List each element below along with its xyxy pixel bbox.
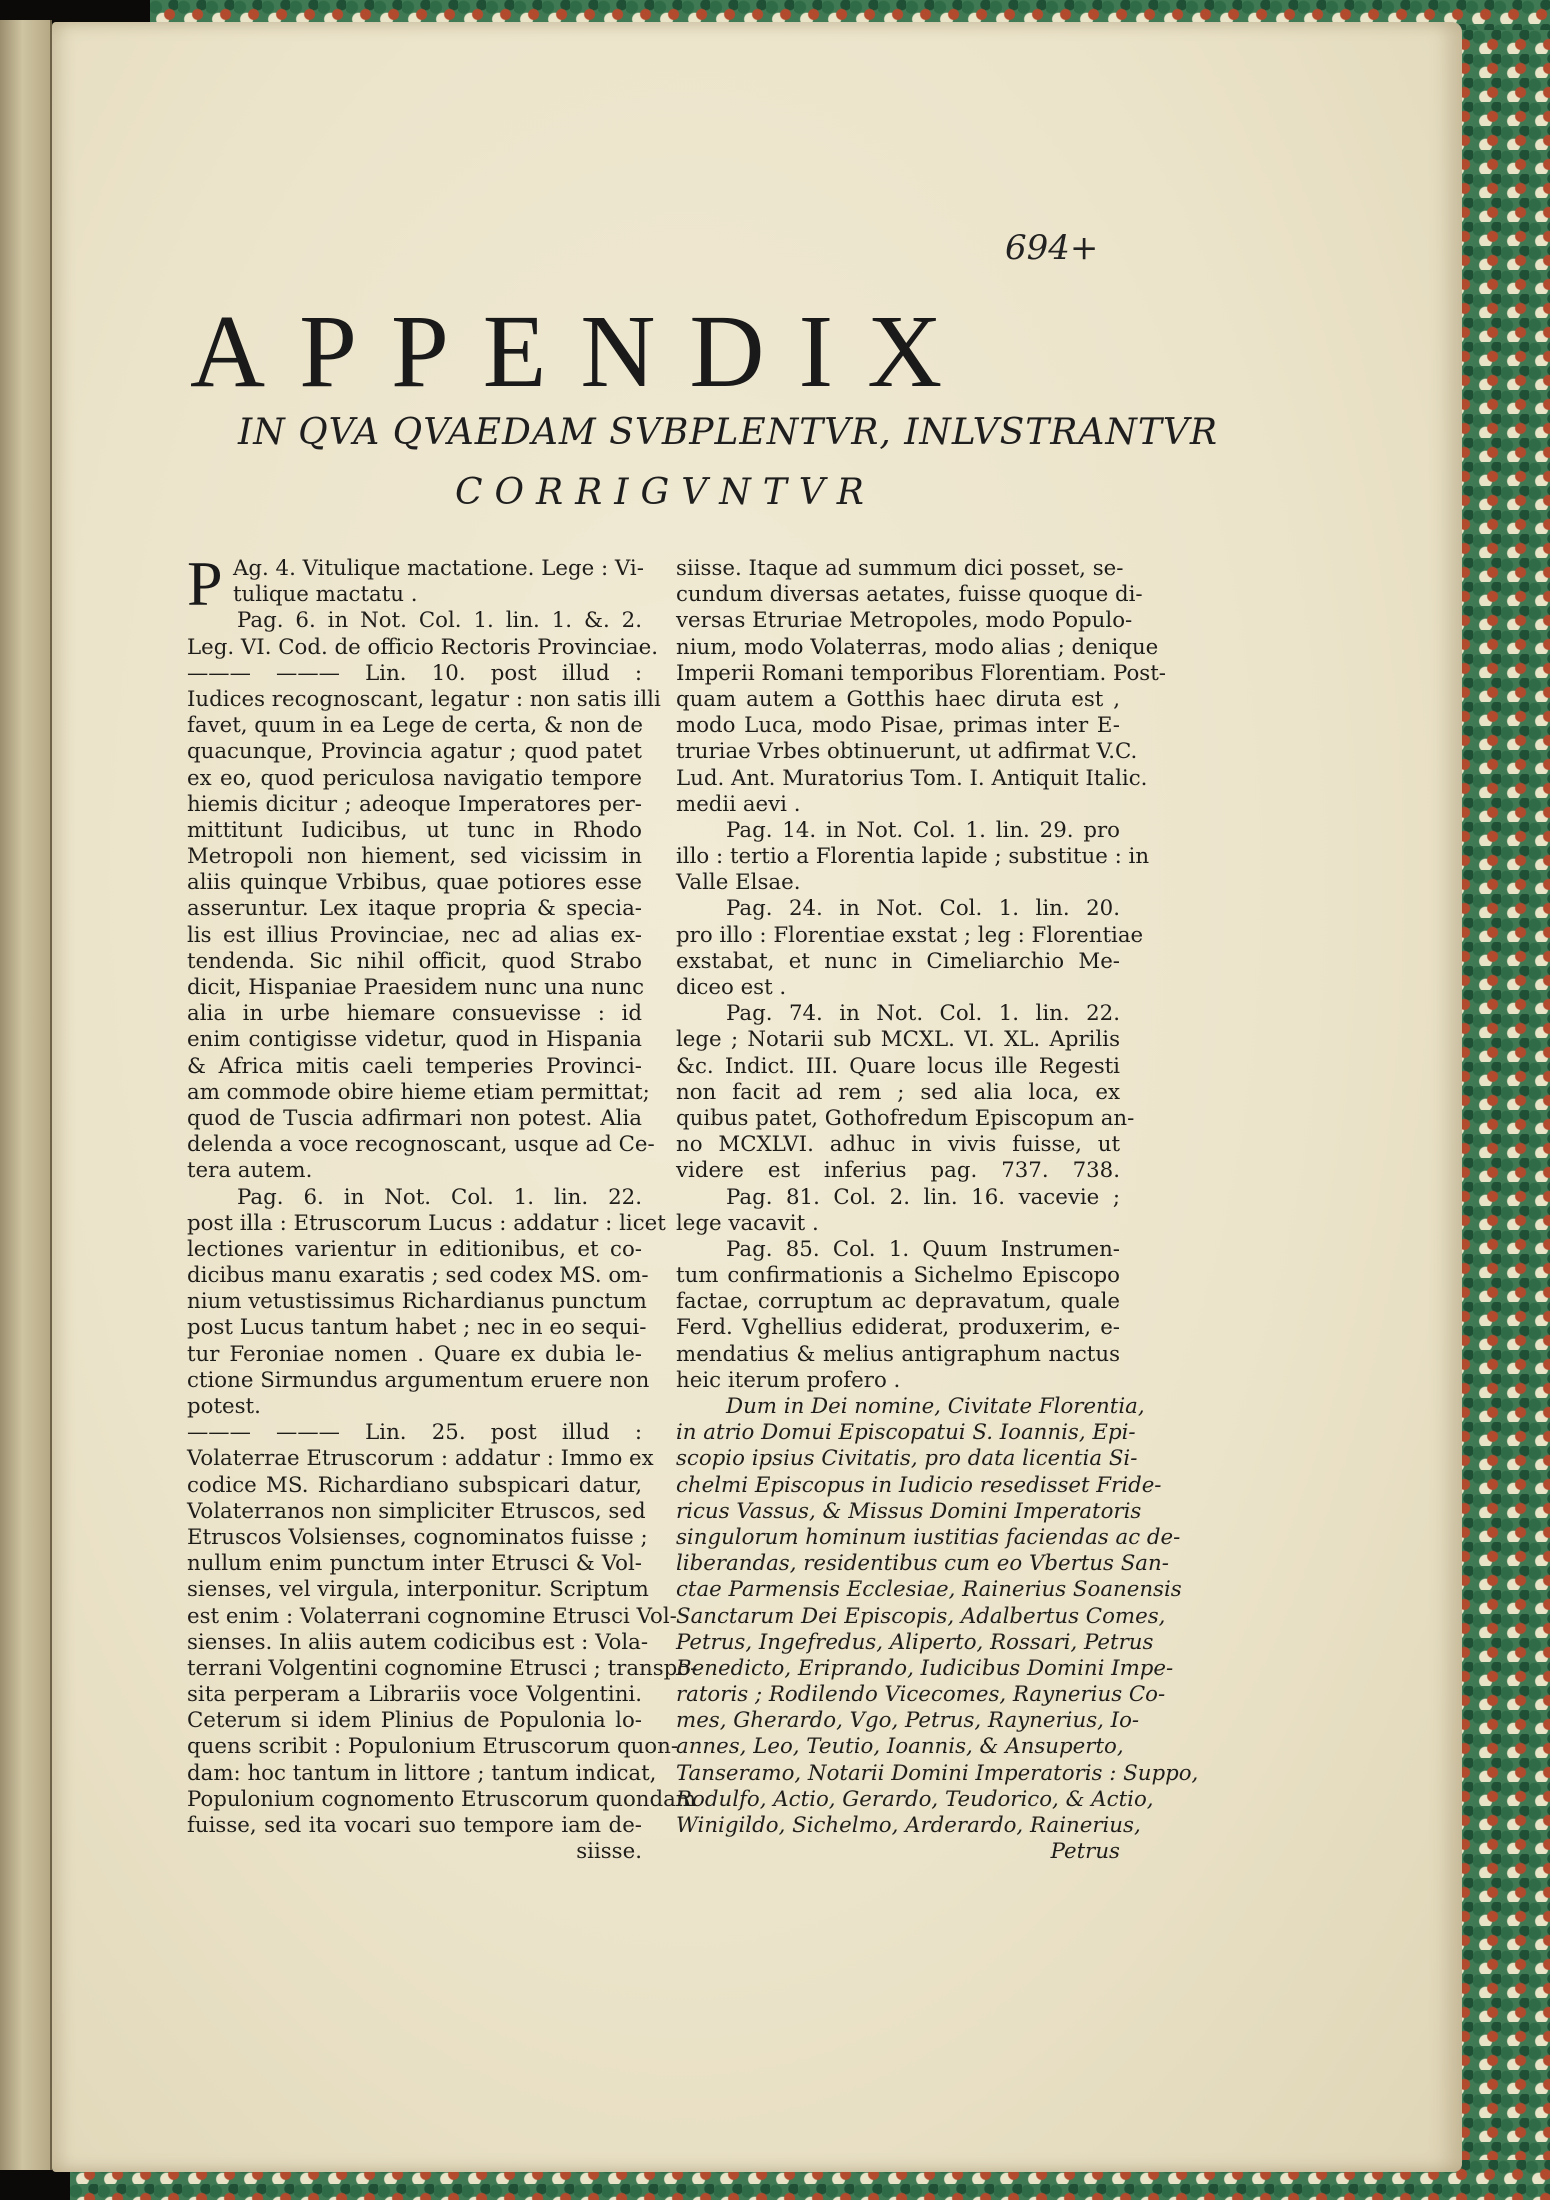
drop-cap: P bbox=[187, 548, 223, 619]
text-line: truriae Vrbes obtinuerunt, ut adfirmat V.C. bbox=[676, 739, 1138, 765]
text-line: asseruntur. Lex itaque propria & specia- bbox=[187, 896, 642, 922]
text-line: ——— ——— Lin. 25. post illud : bbox=[187, 1420, 642, 1446]
text-line: Pag. 24. in Not. Col. 1. lin. 20. bbox=[726, 896, 1120, 922]
text-line: Tanseramo, Notarii Domini Imperatoris : Suppo, bbox=[676, 1760, 1199, 1786]
text-line: ctae Parmensis Ecclesiae, Rainerius Soanensis bbox=[676, 1577, 1182, 1603]
text-line: lege ; Notarii sub MCXL. VI. XL. Aprilis bbox=[676, 1027, 1120, 1053]
text-line: delenda a voce recognoscant, usque ad Ce- bbox=[187, 1132, 655, 1158]
text-line: enim contigisse videtur, quod in Hispania bbox=[187, 1027, 642, 1053]
text-line: siisse. bbox=[576, 1839, 642, 1865]
subtitle-line-2: CORRIGVNTVR bbox=[455, 472, 876, 513]
text-line: fuisse, sed ita vocari suo tempore iam de- bbox=[187, 1813, 642, 1838]
text-line: dicibus manu exaratis ; sed codex MS. om- bbox=[187, 1263, 649, 1289]
text-line: Petrus bbox=[1050, 1839, 1120, 1865]
folio-number: 694+ bbox=[1005, 228, 1099, 268]
text-line: quam autem a Gotthis haec diruta est , bbox=[676, 686, 1120, 712]
text-line: quod de Tuscia adfirmari non potest. Alia bbox=[187, 1105, 642, 1131]
text-line: sita perperam a Librariis voce Volgentini. bbox=[187, 1682, 642, 1708]
text-line: lege vacavit . bbox=[676, 1210, 819, 1236]
text-line: Rodulfo, Actio, Gerardo, Teudorico, & Actio, bbox=[676, 1786, 1154, 1812]
text-line: &c. Indict. III. Quare locus ille Regesti bbox=[676, 1053, 1120, 1079]
text-line: Petrus, Ingefredus, Aliperto, Rossari, Petrus bbox=[676, 1629, 1154, 1655]
text-line: Ferd. Vghellius ediderat, produxerim, e- bbox=[676, 1315, 1120, 1341]
text-line: scopio ipsius Civitatis, pro data licentia Si- bbox=[676, 1446, 1138, 1472]
text-line: quacunque, Provincia agatur ; quod patet bbox=[187, 739, 642, 765]
text-line: Valle Elsae. bbox=[676, 870, 801, 896]
text-line: no MCXLVI. adhuc in vivis fuisse, ut bbox=[676, 1132, 1120, 1158]
text-line: tum confirmationis a Sichelmo Episcopo bbox=[676, 1263, 1120, 1289]
text-line: Volaterranos non simpliciter Etruscos, sed bbox=[187, 1498, 646, 1524]
text-line: tulique mactatu . bbox=[233, 582, 418, 608]
text-line: Pag. 6. in Not. Col. 1. lin. 22. bbox=[237, 1184, 642, 1210]
text-line: Imperii Romani temporibus Florentiam. Post- bbox=[676, 660, 1166, 686]
text-line: dam: hoc tantum in littore ; tantum indicat, bbox=[187, 1760, 657, 1786]
text-line: cundum diversas aetates, fuisse quoque di- bbox=[676, 582, 1143, 608]
text-line: post illa : Etruscorum Lucus : addatur : licet bbox=[187, 1210, 666, 1236]
text-line: potest. bbox=[187, 1394, 261, 1419]
text-line: tur Feroniae nomen . Quare ex dubia le- bbox=[187, 1341, 642, 1367]
text-line: medii aevi . bbox=[676, 791, 801, 817]
text-line: mendatius & melius antigraphum nactus bbox=[676, 1341, 1120, 1367]
text-line: diceo est . bbox=[676, 975, 787, 1000]
text-line: nullum enim punctum inter Etrusci & Vol- bbox=[187, 1551, 642, 1577]
text-line: modo Luca, modo Pisae, primas inter E- bbox=[676, 713, 1120, 739]
text-line: Pag. 85. Col. 1. Quum Instrumen- bbox=[726, 1236, 1120, 1262]
text-line: quens scribit : Populonium Etruscorum quon- bbox=[187, 1734, 679, 1760]
text-line: am commode obire hieme etiam permittat; bbox=[187, 1079, 650, 1105]
page-title: APPENDIX bbox=[190, 294, 977, 409]
text-line: hiemis dicitur ; adeoque Imperatores per- bbox=[187, 791, 642, 817]
text-line: singulorum hominum iustitias faciendas ac de- bbox=[676, 1524, 1181, 1550]
text-line: Dum in Dei nomine, Civitate Florentia, bbox=[726, 1394, 1145, 1419]
text-line: Lud. Ant. Muratorius Tom. I. Antiquit Italic. bbox=[676, 765, 1148, 791]
text-line: dicit, Hispaniae Praesidem nunc una nunc bbox=[187, 975, 645, 1000]
previous-page-edge bbox=[0, 20, 52, 2170]
text-line: Pag. 74. in Not. Col. 1. lin. 22. bbox=[726, 1001, 1120, 1027]
text-line: chelmi Episcopus in Iudicio resedisset Fride- bbox=[676, 1472, 1162, 1498]
text-line: videre est inferius pag. 737. 738. bbox=[676, 1158, 1120, 1184]
text-line: tera autem. bbox=[187, 1158, 313, 1184]
text-line: est enim : Volaterrani cognomine Etrusci Vol- bbox=[187, 1603, 677, 1629]
text-line: favet, quum in ea Lege de certa, & non de bbox=[187, 713, 643, 739]
text-line: illo : tertio a Florentia lapide ; substitue : in bbox=[676, 844, 1150, 870]
text-line: heic iterum profero . bbox=[676, 1367, 901, 1393]
text-line: aliis quinque Vrbibus, quae potiores esse bbox=[187, 870, 642, 896]
text-line: Pag. 14. in Not. Col. 1. lin. 29. pro bbox=[726, 817, 1120, 843]
text-line: in atrio Domui Episcopatui S. Ioannis, Epi- bbox=[676, 1420, 1136, 1446]
text-line: lis est illius Provinciae, nec ad alias ex- bbox=[187, 922, 642, 948]
text-line: Metropoli non hiement, sed vicissim in bbox=[187, 844, 642, 870]
text-line: nium vetustissimus Richardianus punctum bbox=[187, 1289, 647, 1315]
text-line: Winigildo, Sichelmo, Arderardo, Rainerius, bbox=[676, 1813, 1141, 1838]
right-column bbox=[676, 556, 1199, 1865]
text-line: lectiones varientur in editionibus, et co- bbox=[187, 1236, 642, 1262]
text-line: Populonium cognomento Etruscorum quondam bbox=[187, 1786, 697, 1812]
text-line: Pag. 81. Col. 2. lin. 16. vacevie ; bbox=[726, 1184, 1120, 1210]
text-line: liberandas, residentibus cum eo Vbertus San- bbox=[676, 1551, 1169, 1577]
text-line: non facit ad rem ; sed alia loca, ex bbox=[676, 1079, 1120, 1105]
text-line: ——— ——— Lin. 10. post illud : bbox=[187, 660, 642, 686]
text-line: sienses. In aliis autem codicibus est : Vola- bbox=[187, 1629, 649, 1655]
text-line: Benedicto, Eriprando, Iudicibus Domini Impe- bbox=[676, 1655, 1174, 1681]
text-line: Pag. 6. in Not. Col. 1. lin. 1. &. 2. bbox=[237, 608, 642, 634]
text-line: sienses, vel virgula, interponitur. Scriptum bbox=[187, 1577, 649, 1603]
text-line: ex eo, quod periculosa navigatio tempore bbox=[187, 765, 642, 791]
text-line: mittitunt Iudicibus, ut tunc in Rhodo bbox=[187, 817, 642, 843]
text-line: Ag. 4. Vitulique mactatione. Lege : Vi- bbox=[233, 556, 644, 581]
text-line: alia in urbe hiemare consuevisse : id bbox=[187, 1001, 642, 1027]
text-line: ratoris ; Rodilendo Vicecomes, Raynerius Co- bbox=[676, 1682, 1166, 1708]
text-line: nium, modo Volaterras, modo alias ; denique bbox=[676, 634, 1159, 660]
text-line: Volaterrae Etruscorum : addatur : Immo ex bbox=[187, 1446, 654, 1472]
text-line: Etruscos Volsienses, cognominatos fuisse ; bbox=[187, 1524, 648, 1550]
text-line: post Lucus tantum habet ; nec in eo sequi- bbox=[187, 1315, 647, 1341]
text-line: ricus Vassus, & Missus Domini Imperatoris bbox=[676, 1498, 1142, 1524]
text-line: annes, Leo, Teutio, Ioannis, & Ansuperto, bbox=[676, 1734, 1124, 1760]
text-line: Sanctarum Dei Episcopis, Adalbertus Comes, bbox=[676, 1603, 1166, 1629]
left-column bbox=[187, 548, 698, 1865]
text-line: ctione Sirmundus argumentum eruere non bbox=[187, 1367, 650, 1393]
text-line: & Africa mitis caeli temperies Provinci- bbox=[187, 1053, 642, 1079]
text-line: Leg. VI. Cod. de officio Rectoris Provinciae. bbox=[187, 634, 658, 660]
text-line: siisse. Itaque ad summum dici posset, se- bbox=[676, 556, 1124, 581]
text-line: Iudices recognoscant, legatur : non satis illi bbox=[187, 686, 661, 712]
subtitle-line-1: IN QVA QVAEDAM SVBPLENTVR, INLVSTRANTVR bbox=[238, 412, 1218, 453]
text-line: codice MS. Richardiano subspicari datur, bbox=[187, 1472, 642, 1498]
text-line: versas Etruriae Metropoles, modo Populo- bbox=[676, 608, 1133, 634]
text-line: tendenda. Sic nihil officit, quod Strabo bbox=[187, 948, 642, 974]
text-line: quibus patet, Gothofredum Episcopum an- bbox=[676, 1105, 1135, 1131]
text-line: Ceterum si idem Plinius de Populonia lo- bbox=[187, 1708, 642, 1734]
text-line: factae, corruptum ac depravatum, quale bbox=[676, 1289, 1120, 1315]
text-line: pro illo : Florentiae exstat ; leg : Florentiae bbox=[676, 922, 1144, 948]
text-line: terrani Volgentini cognomine Etrusci ; transpo- bbox=[187, 1655, 698, 1681]
text-line: mes, Gherardo, Vgo, Petrus, Raynerius, Io- bbox=[676, 1708, 1140, 1734]
text-line: exstabat, et nunc in Cimeliarchio Me- bbox=[676, 948, 1120, 974]
